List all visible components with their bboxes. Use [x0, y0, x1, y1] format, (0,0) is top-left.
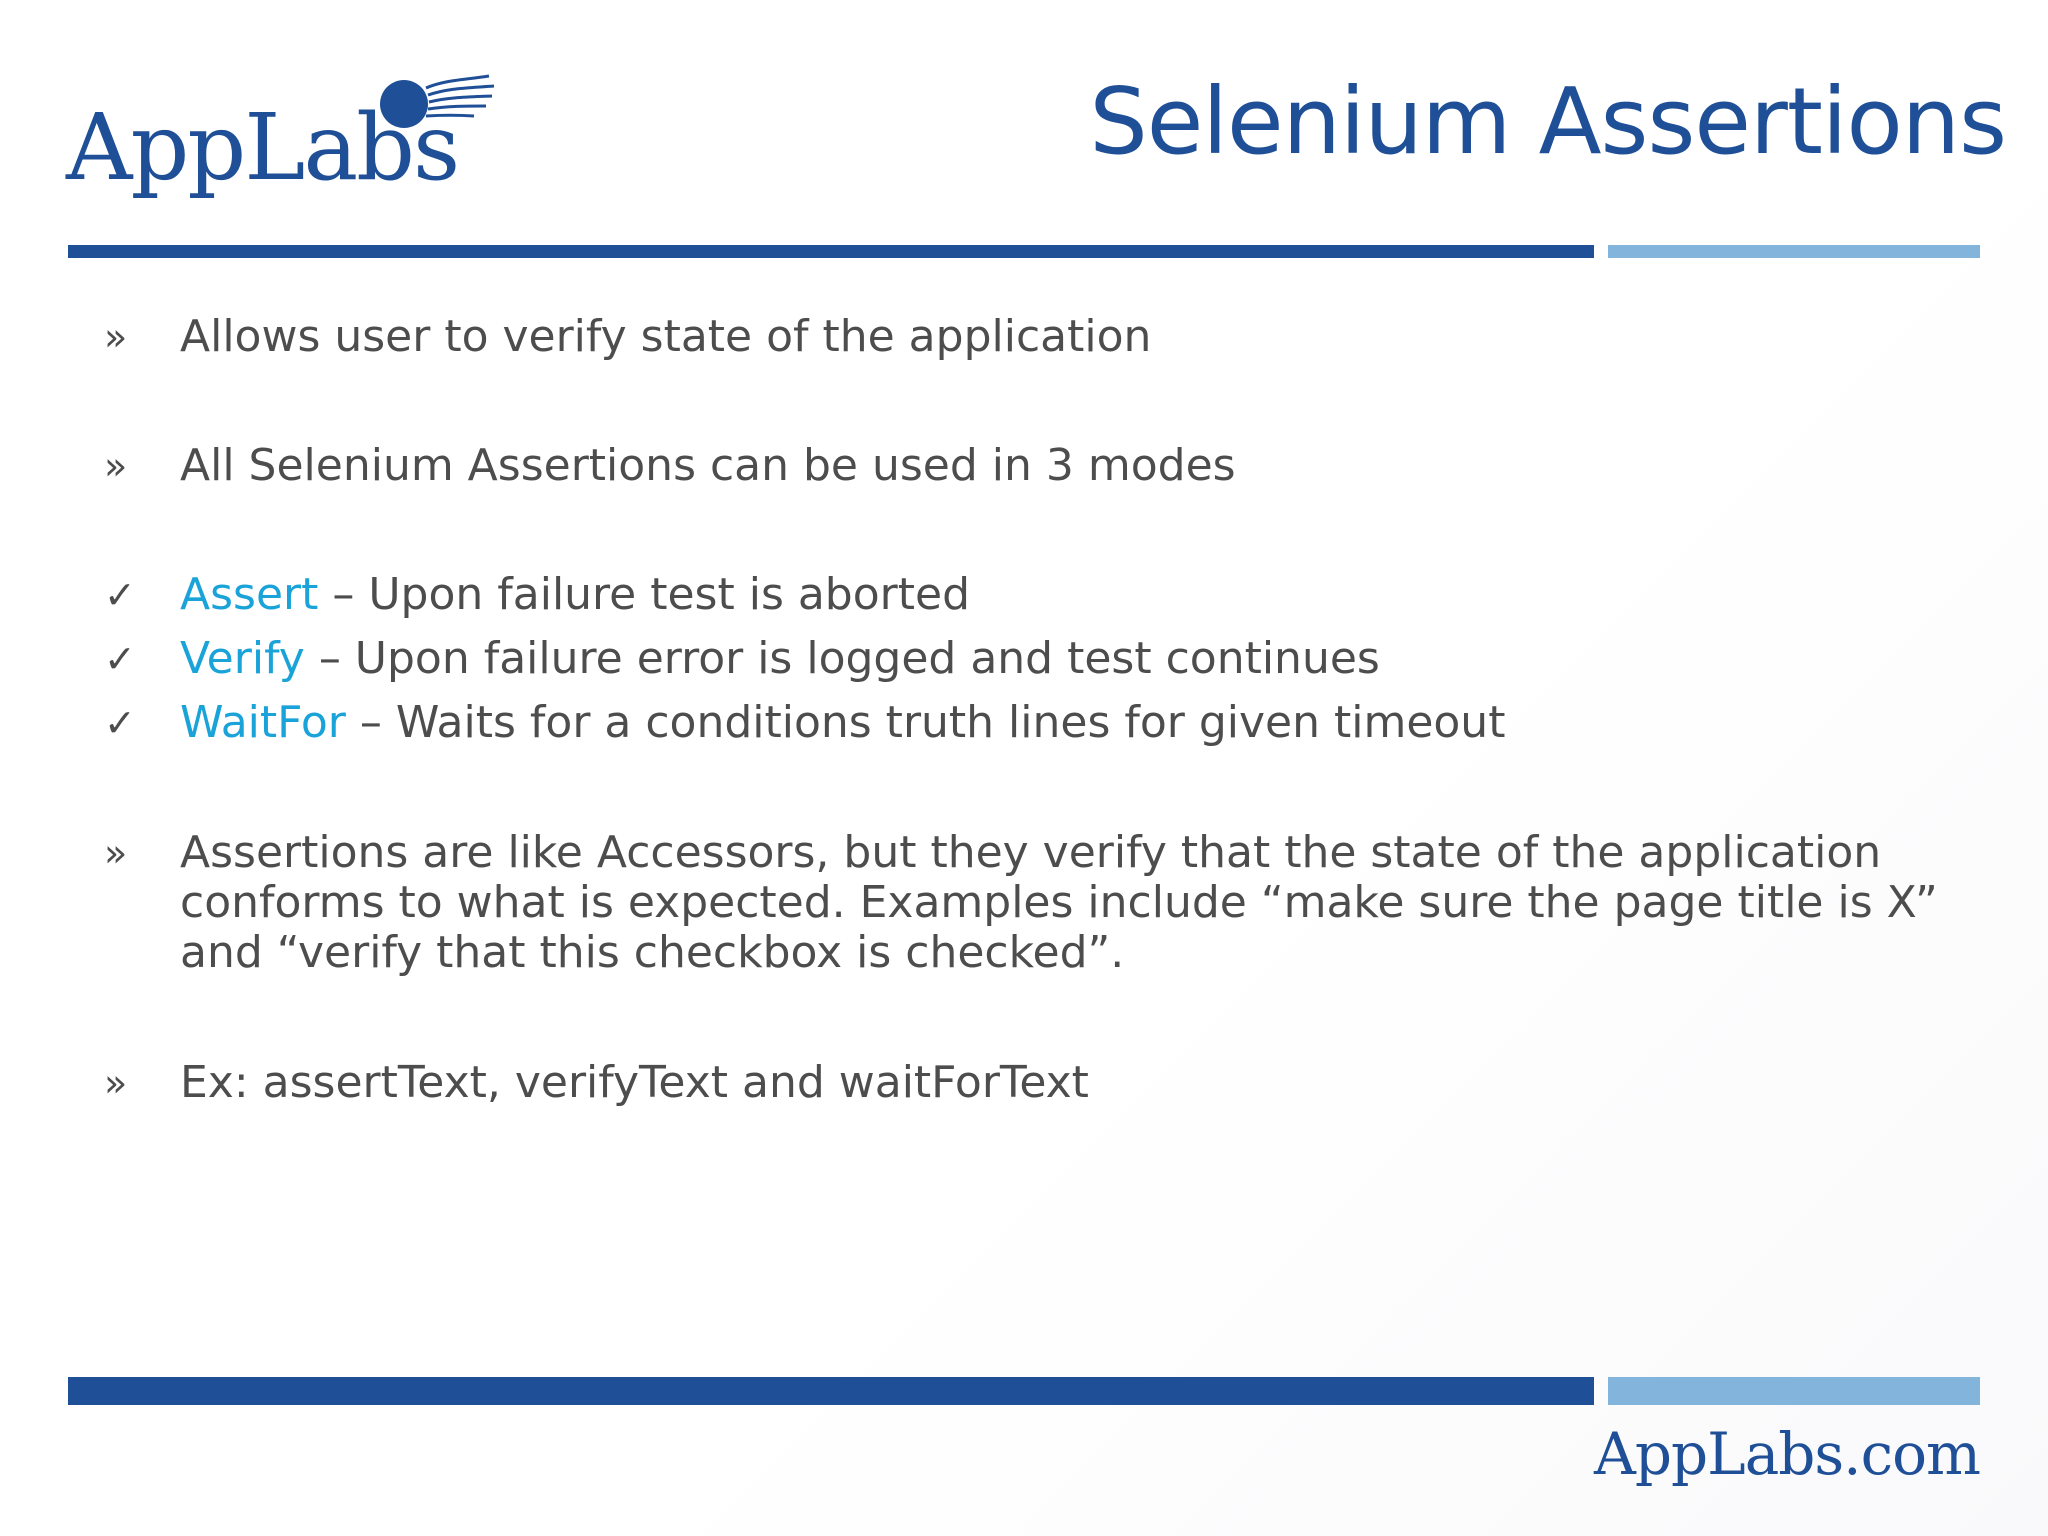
bottom-rule-dark — [68, 1377, 1594, 1405]
top-rule-dark — [68, 245, 1594, 258]
bullet-marker: » — [104, 1061, 128, 1105]
bullet-marker: » — [104, 444, 128, 488]
mode-item-verify — [104, 634, 1984, 684]
bullet-item — [104, 312, 1984, 362]
mode-description: – Upon failure test is aborted — [318, 569, 971, 620]
bullet-item — [104, 441, 1984, 491]
bullet-text: Allows user to verify state of the application — [180, 311, 1152, 362]
bullet-text: Assertions are like Accessors, but they verify that the state of the application conforms to what is expected. Examples include “make sure the page title is X” and “verify that this checkbox is checked”. — [180, 827, 1938, 978]
bullet-text: Ex: assertText, verifyText and waitForText — [180, 1057, 1089, 1108]
top-rule-light — [1608, 245, 1980, 258]
check-icon: ✓ — [104, 701, 136, 745]
footer-logo: AppLabs.com — [1594, 1420, 1980, 1488]
slide-content — [104, 312, 1984, 1108]
bottom-rule-light — [1608, 1377, 1980, 1405]
mode-keyword: Verify — [180, 633, 305, 684]
bullet-text: All Selenium Assertions can be used in 3 modes — [180, 440, 1236, 491]
mode-description: – Upon failure error is logged and test continues — [304, 633, 1380, 684]
mode-keyword: Assert — [180, 569, 319, 620]
bullet-marker: » — [104, 315, 128, 359]
check-icon: ✓ — [104, 573, 136, 617]
mode-keyword: WaitFor — [180, 697, 346, 748]
mode-item-assert — [104, 570, 1984, 620]
bullet-marker: » — [104, 831, 128, 875]
logo-text: AppLabs — [66, 94, 459, 201]
bullet-item — [104, 1058, 1984, 1108]
check-icon: ✓ — [104, 637, 136, 681]
bullet-item — [104, 828, 1984, 978]
slide-title: Selenium Assertions — [1089, 68, 2006, 175]
applabs-logo — [66, 62, 459, 212]
mode-item-waitfor — [104, 698, 1984, 748]
mode-description: – Waits for a conditions truth lines for given timeout — [345, 697, 1506, 748]
